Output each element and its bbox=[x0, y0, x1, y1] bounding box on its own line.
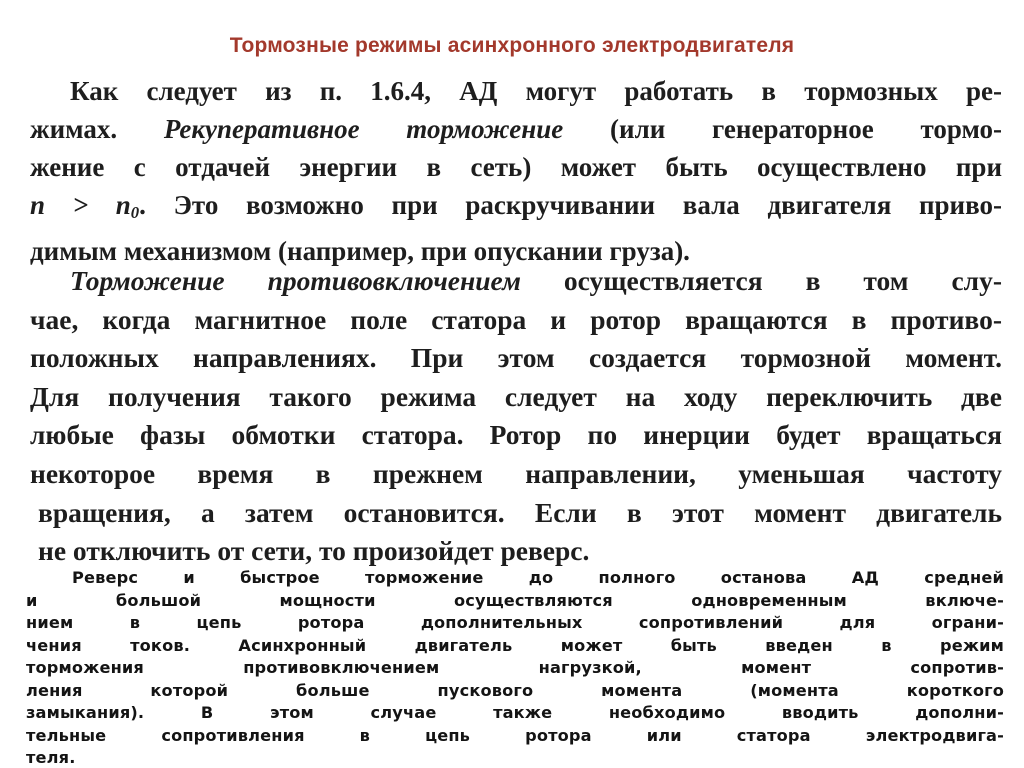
text-line: Реверс и быстрое торможение до полного останова АД средней bbox=[72, 568, 1004, 587]
text-line bbox=[30, 110, 1002, 148]
text-line: жение с отдачей энергии в сеть) может быть осуществлено при bbox=[30, 152, 1002, 182]
slide-title: Тормозные режимы асинхронного электродвигателя bbox=[229, 34, 795, 57]
text-line: димым механизмом (например, при опускании груза). bbox=[30, 236, 690, 267]
text-line: некоторое время в прежнем направлении, уменьшая частоту bbox=[30, 457, 1002, 489]
text-line bbox=[30, 262, 1002, 301]
text-fragment: . Это возможно при раскручивании вала двигателя приво- bbox=[139, 190, 1003, 220]
text-line: и большой мощности осуществляются одновременным включе- bbox=[26, 590, 1004, 610]
text-line: Для получения такого режима следует на ходу переключить две bbox=[30, 380, 1002, 412]
text-line: чае, когда магнитное поле статора и ротор вращаются в противо- bbox=[30, 303, 1002, 335]
text-line: положных направлениях. При этом создается тормозной момент. bbox=[30, 342, 1002, 374]
text-line: ления которой больше пускового момента (момента короткого bbox=[26, 680, 1004, 700]
formula-text: n > n bbox=[30, 190, 131, 220]
text-fragment: (или генераторное тормо- bbox=[610, 114, 1002, 144]
text-line: не отключить от сети, то произойдет реверс. bbox=[38, 535, 590, 567]
paragraph-plugging-braking bbox=[30, 262, 1002, 571]
text-line bbox=[30, 186, 1002, 232]
formula-subscript: 0 bbox=[130, 203, 140, 223]
text-line: вращения, а затем остановится. Если в этот момент двигатель bbox=[38, 496, 1002, 528]
text-line: замыкания). В этом случае также необходимо вводить дополни- bbox=[26, 703, 1004, 722]
paragraph-regenerative-braking bbox=[30, 72, 1002, 270]
term-plugging-braking: Торможение противовключением bbox=[70, 265, 521, 296]
text-line: чения токов. Асинхронный двигатель может быть введен в режим bbox=[26, 635, 1004, 655]
text-fragment: жимах. bbox=[30, 114, 118, 144]
text-fragment: осуществляется в том слу- bbox=[563, 265, 1003, 296]
text-line: торможения противовключением нагрузкой, момент сопротив- bbox=[26, 658, 1004, 677]
text-line: тельные сопротивления в цепь ротора или статора электродвига- bbox=[26, 725, 1004, 745]
text-line: любые фазы обмотки статора. Ротор по инерции будет вращаться bbox=[30, 419, 1002, 451]
text-line: нием в цепь ротора дополнительных сопротивлений для ограни- bbox=[26, 613, 1004, 632]
text-line: Как следует из п. 1.6.4, АД могут работать в тормозных ре- bbox=[70, 76, 1002, 106]
term-regenerative-braking: Рекуперативное торможение bbox=[163, 114, 564, 144]
paragraph-reverse-note bbox=[26, 567, 1004, 768]
text-line: теля. bbox=[26, 748, 76, 767]
formula-n-gt-n0 bbox=[30, 190, 140, 223]
